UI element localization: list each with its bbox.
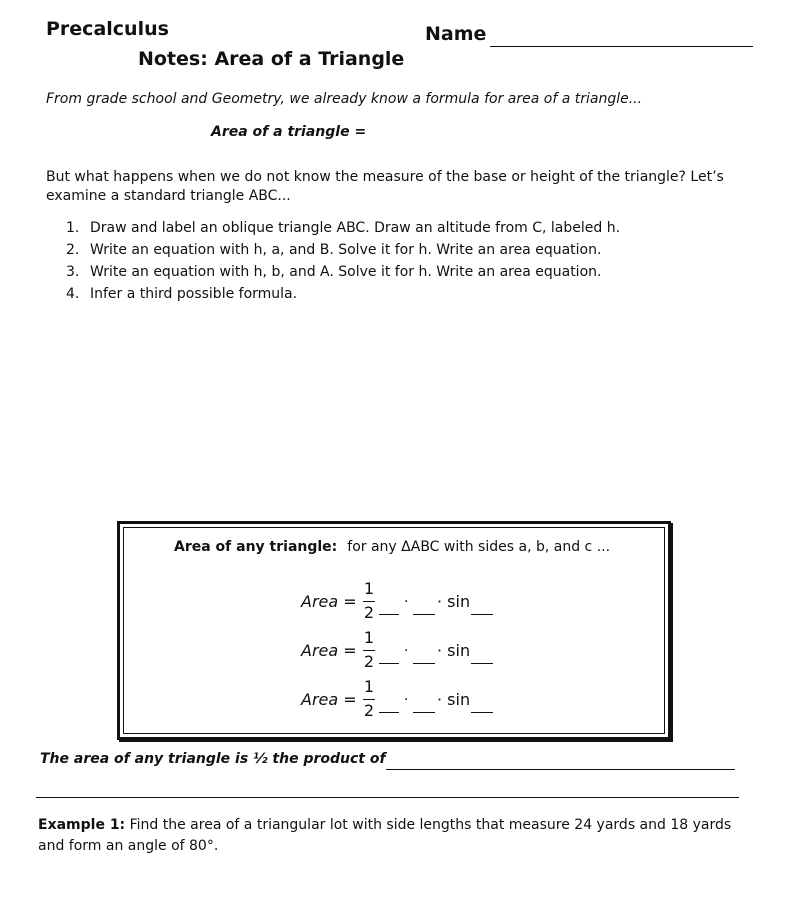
fraction-numerator: 1 bbox=[363, 677, 375, 696]
list-item bbox=[66, 239, 620, 261]
conclusion-blank-line-2[interactable] bbox=[36, 797, 739, 798]
question-text: But what happens when we do not know the measure of the base or height of the triangle? Let’s examine a standard triangle ABC... bbox=[46, 169, 724, 204]
page-title: Notes: Area of a Triangle bbox=[138, 48, 405, 70]
area-word: Area = bbox=[301, 592, 357, 611]
name-blank-line[interactable] bbox=[490, 46, 753, 47]
step-text: Infer a third possible formula. bbox=[90, 286, 298, 302]
step-number: 2. bbox=[66, 242, 80, 258]
multiply-dot: · bbox=[404, 594, 409, 610]
step-number: 4. bbox=[66, 286, 80, 302]
area-formula-label: Area of a triangle = bbox=[211, 124, 367, 140]
fraction-bar bbox=[363, 601, 375, 602]
fraction-denominator: 2 bbox=[363, 652, 375, 671]
formula-box-inner-border bbox=[123, 527, 665, 734]
area-word: Area = bbox=[301, 690, 357, 709]
sin-label: · sin bbox=[437, 641, 471, 660]
multiply-dot: · bbox=[404, 643, 409, 659]
blank-angle[interactable] bbox=[471, 712, 493, 713]
multiply-dot: · bbox=[404, 692, 409, 708]
blank-side-2[interactable] bbox=[413, 663, 435, 664]
example-text: Find the area of a triangular lot with side lengths that measure 24 yards and 18 yards and form an angle of 80°. bbox=[38, 817, 732, 854]
example-1 bbox=[38, 815, 738, 857]
fraction-numerator: 1 bbox=[363, 628, 375, 647]
formula-box-heading-bold: Area of any triangle: bbox=[174, 539, 338, 555]
list-item bbox=[66, 261, 620, 283]
formula-box-heading bbox=[174, 539, 610, 555]
conclusion-text: The area of any triangle is ½ the product of bbox=[40, 751, 386, 767]
step-text: Write an equation with h, a, and B. Solve it for h. Write an area equation. bbox=[90, 242, 602, 258]
example-label: Example 1: bbox=[38, 817, 126, 833]
step-text: Write an equation with h, b, and A. Solve it for h. Write an area equation. bbox=[90, 264, 602, 280]
fraction-bar bbox=[363, 699, 375, 700]
area-word: Area = bbox=[301, 641, 357, 660]
steps-list bbox=[66, 217, 620, 305]
list-item bbox=[66, 217, 620, 239]
blank-side-1[interactable] bbox=[379, 614, 399, 615]
list-item bbox=[66, 283, 620, 305]
blank-angle[interactable] bbox=[471, 614, 493, 615]
step-number: 3. bbox=[66, 264, 80, 280]
fraction-denominator: 2 bbox=[363, 701, 375, 720]
blank-angle[interactable] bbox=[471, 663, 493, 664]
course-title: Precalculus bbox=[46, 18, 169, 40]
step-text: Draw and label an oblique triangle ABC. Draw an altitude from C, labeled h. bbox=[90, 220, 621, 236]
conclusion-blank-line-1[interactable] bbox=[386, 769, 735, 770]
blank-side-1[interactable] bbox=[379, 663, 399, 664]
fraction-numerator: 1 bbox=[363, 579, 375, 598]
fraction-bar bbox=[363, 650, 375, 651]
sin-label: · sin bbox=[437, 690, 471, 709]
fraction-denominator: 2 bbox=[363, 603, 375, 622]
blank-side-2[interactable] bbox=[413, 712, 435, 713]
sin-label: · sin bbox=[437, 592, 471, 611]
formula-box-heading-rest: for any ΔABC with sides a, b, and c ... bbox=[347, 539, 611, 555]
blank-side-2[interactable] bbox=[413, 614, 435, 615]
blank-side-1[interactable] bbox=[379, 712, 399, 713]
name-label: Name bbox=[425, 23, 487, 45]
intro-text: From grade school and Geometry, we already know a formula for area of a triangle... bbox=[46, 91, 643, 107]
step-number: 1. bbox=[66, 220, 80, 236]
